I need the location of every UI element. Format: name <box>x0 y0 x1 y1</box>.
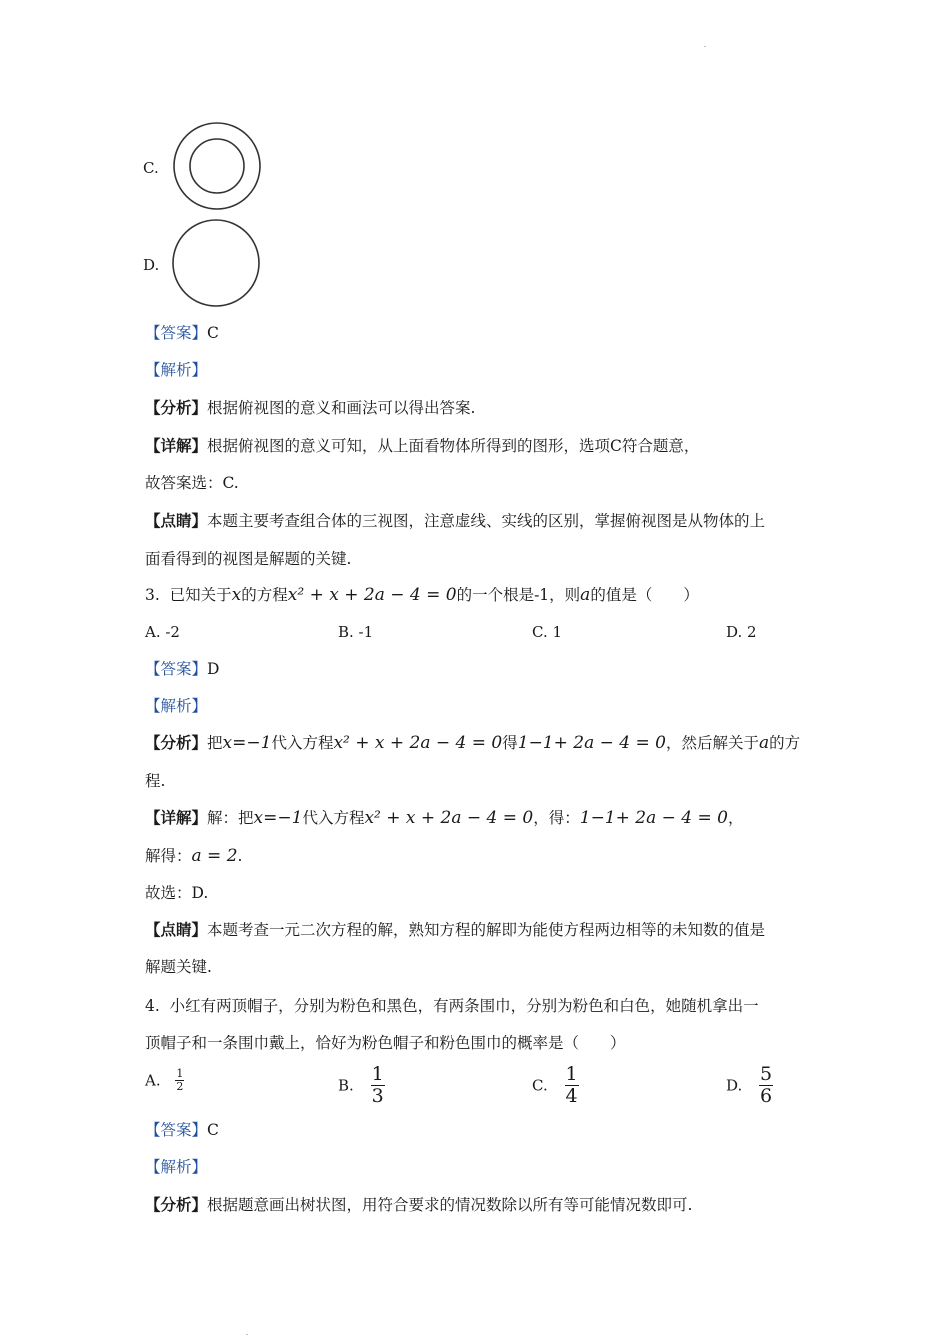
q3-xiangjie-line: 【详解】解：把x=−1代入方程x² + x + 2a − 4 = 0，得：1−1+ 2a − 4 = 0， <box>145 808 744 828</box>
q3-dianjing-line-2: 解题关键. <box>145 958 212 976</box>
q2-xiangjie-line: 【详解】根据俯视图的意义可知，从上面看物体所得到的图形，选项C符合题意， <box>145 436 700 455</box>
circle <box>173 220 259 306</box>
q3-option-a: A. -2 <box>145 623 180 641</box>
q2-jiexi-heading: 【解析】 <box>145 361 208 379</box>
q3-fenxi-line-2: 程. <box>145 772 166 790</box>
q3-jiexi-heading: 【解析】 <box>145 697 208 715</box>
fraction-one-half: $\frac{1}{2}$ <box>176 1067 184 1094</box>
q3-dianjing-line: 【点睛】本题考查一元二次方程的解，熟知方程的解即为能使方程两边相等的未知数的值是 <box>145 920 766 939</box>
single-circle-figure <box>170 218 264 310</box>
q3-fenxi-line: 【分析】把x=−1代入方程x² + x + 2a − 4 = 0得1−1+ 2a − 4 = 0，然后解关于a的方 <box>145 733 801 753</box>
q4-stem-1: 4. 小红有两顶帽子，分别为粉色和黑色，有两条围巾，分别为粉色和白色，她随机拿出一 <box>145 997 759 1015</box>
fraction-one-quarter: $\frac{1}{4}$ <box>565 1063 578 1107</box>
scan-dot <box>704 46 706 47</box>
answer-value: C <box>207 324 219 342</box>
q4-option-a: A. $\frac{1}{2}$ <box>145 1067 184 1094</box>
answer-tag: 【答案】 <box>145 324 208 342</box>
q4-option-c: C. $\frac{1}{4}$ <box>532 1063 578 1107</box>
q4-option-b: B. $\frac{1}{3}$ <box>338 1063 384 1107</box>
q3-guxuan-line: 故选：D. <box>145 884 209 902</box>
q2-dianjing-line: 【点睛】本题主要考查组合体的三视图，注意虚线、实线的区别，掌握俯视图是从物体的上 <box>145 511 766 530</box>
option-d-label: D. <box>143 256 160 274</box>
q4-stem-2: 顶帽子和一条围巾戴上，恰好为粉色帽子和粉色围巾的概率是（ ） <box>145 1034 626 1052</box>
q4-jiexi-heading: 【解析】 <box>145 1158 208 1176</box>
q4-fenxi-line: 【分析】根据题意画出树状图，用符合要求的情况数除以所有等可能情况数即可. <box>145 1195 693 1214</box>
q2-answer-line <box>145 323 219 343</box>
scan-dot <box>246 1334 248 1335</box>
outer-circle <box>174 123 260 209</box>
q4-answer-line: 【答案】C <box>145 1121 219 1139</box>
fraction-five-sixths: $\frac{5}{6}$ <box>760 1063 773 1107</box>
q3-option-d: D. 2 <box>726 623 757 641</box>
fraction-one-third: $\frac{1}{3}$ <box>371 1063 384 1107</box>
option-c-label: C. <box>143 159 159 177</box>
concentric-circles-figure <box>170 120 264 214</box>
q4-option-d: D. $\frac{5}{6}$ <box>726 1063 773 1107</box>
q2-dianjing-line-2: 面看得到的视图是解题的关键. <box>145 550 352 568</box>
q3-answer-line: 【答案】D <box>145 660 220 678</box>
q2-conclusion-line: 故答案选：C. <box>145 474 239 492</box>
q3-jiede-line: 解得：a = 2. <box>145 846 243 866</box>
inner-circle <box>190 139 244 193</box>
q3-option-b: B. -1 <box>338 623 374 641</box>
q3-stem: 3. 已知关于x的方程x² + x + 2a − 4 = 0的一个根是-1，则a的值是（ ） <box>145 585 699 605</box>
q3-option-c: C. 1 <box>532 623 563 641</box>
q2-fenxi-line: 【分析】根据俯视图的意义和画法可以得出答案. <box>145 398 476 417</box>
